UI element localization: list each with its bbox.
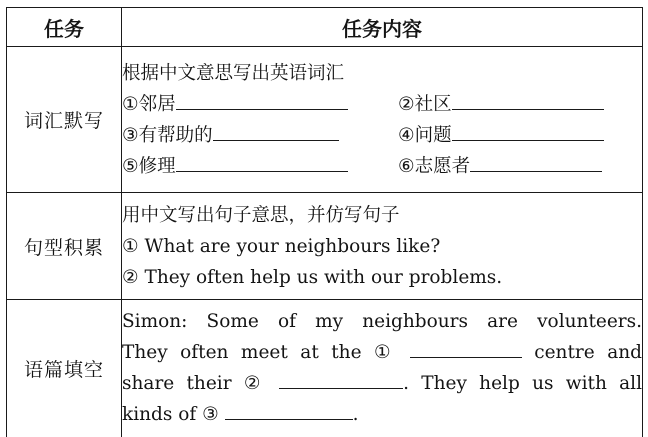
- vocab-item: [398, 120, 638, 151]
- answer-blank[interactable]: [452, 89, 604, 110]
- blank-number: ②: [243, 373, 267, 395]
- vocab-item: [398, 89, 638, 120]
- passage-row: [7, 300, 643, 437]
- vocab-grid: [122, 89, 642, 182]
- answer-blank[interactable]: [410, 337, 522, 358]
- passage-line: [122, 399, 642, 430]
- sentence-instruction: 用中文写出句子意思，并仿写句子: [122, 204, 400, 226]
- answer-blank[interactable]: [176, 89, 348, 110]
- answer-blank[interactable]: [225, 399, 353, 420]
- item-text: 社区: [414, 93, 452, 115]
- sentence-label: 句型积累: [7, 193, 122, 300]
- vocab-item: [122, 120, 398, 151]
- sentence-item: [122, 262, 642, 293]
- answer-blank[interactable]: [279, 368, 403, 389]
- passage-text: They often meet at the: [122, 342, 362, 364]
- answer-blank[interactable]: [470, 151, 602, 172]
- sentence-item: [122, 231, 642, 262]
- passage-line: [122, 368, 642, 399]
- passage-line: Simon: Some of my neighbours are volunteers.: [122, 311, 642, 333]
- item-number: ⑥: [398, 155, 415, 177]
- item-number: ①: [122, 235, 139, 257]
- sentence-row: [7, 193, 643, 300]
- item-number: ⑤: [122, 155, 139, 177]
- sentence-text: They often help us with our problems.: [144, 266, 503, 288]
- item-number: ②: [122, 266, 139, 288]
- vocab-item: [122, 151, 398, 182]
- item-text: 有帮助的: [138, 124, 213, 146]
- item-number: ②: [398, 93, 415, 115]
- item-text: 修理: [138, 155, 176, 177]
- item-text: 志愿者: [414, 155, 471, 177]
- item-number: ①: [122, 93, 139, 115]
- header-row: [7, 8, 643, 47]
- answer-blank[interactable]: [213, 120, 339, 141]
- item-text: 问题: [414, 124, 452, 146]
- sentence-text: What are your neighbours like?: [144, 235, 441, 257]
- vocab-item: [398, 151, 638, 182]
- task-table: [6, 7, 643, 437]
- header-task-content: 任务内容: [122, 8, 643, 47]
- blank-number: ③: [202, 404, 219, 426]
- vocab-instruction: 根据中文意思写出英语词汇: [122, 62, 345, 84]
- header-task: 任务: [7, 8, 122, 47]
- passage-text: share their: [122, 373, 232, 395]
- answer-blank[interactable]: [452, 120, 604, 141]
- sentence-content: [122, 193, 643, 300]
- vocab-label: 词汇默写: [7, 47, 122, 193]
- passage-label: 语篇填空: [7, 300, 122, 437]
- answer-blank[interactable]: [176, 151, 348, 172]
- vocab-content: [122, 47, 643, 193]
- passage-line: [122, 337, 642, 368]
- vocab-row: [7, 47, 643, 193]
- vocab-item: [122, 89, 398, 120]
- passage-text: . They help us with all: [403, 373, 642, 395]
- item-text: 邻居: [138, 93, 176, 115]
- item-number: ③: [122, 124, 139, 146]
- blank-number: ①: [374, 342, 398, 364]
- passage-content: [122, 300, 643, 437]
- passage-text: .: [352, 404, 359, 426]
- passage-text: centre and: [534, 342, 642, 364]
- passage-text: kinds of: [122, 404, 197, 426]
- item-number: ④: [398, 124, 415, 146]
